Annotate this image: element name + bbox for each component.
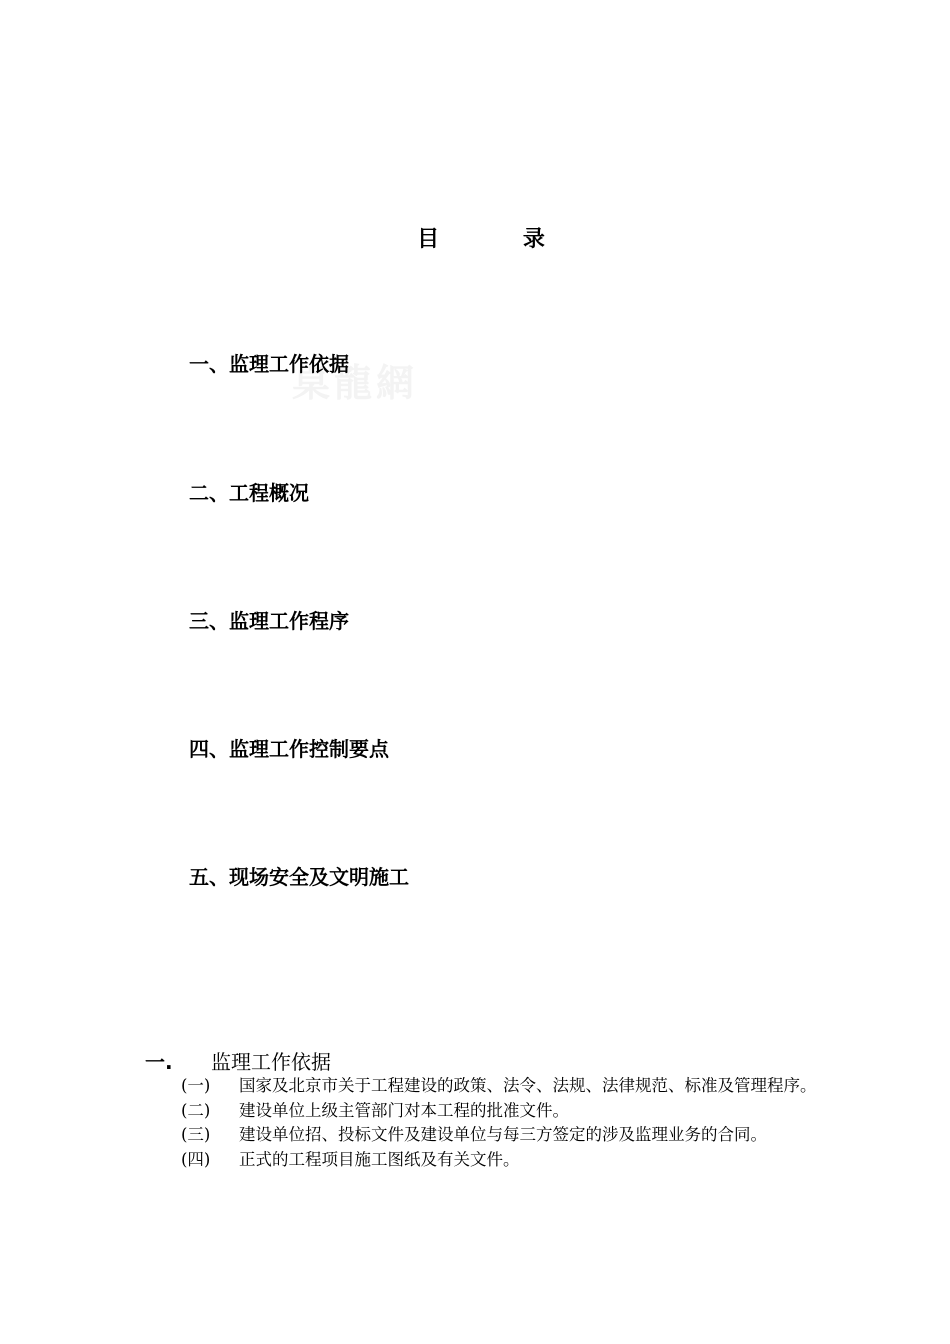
paragraph-text: 建设单位上级主管部门对本工程的批准文件。 <box>239 1100 569 1120</box>
paragraph-marker: (四) <box>181 1149 211 1169</box>
paragraph-marker: (三) <box>181 1125 211 1144</box>
section-body <box>145 1074 845 1172</box>
toc-item-procedure: 三、监理工作程序 <box>189 609 349 633</box>
basis-paragraph <box>145 1148 845 1173</box>
watermark: 桌龍網 <box>292 360 419 405</box>
section-title: 监理工作依据 <box>211 1050 331 1074</box>
toc-item-safety: 五、现场安全及文明施工 <box>189 865 409 889</box>
paragraph-marker: (二) <box>181 1100 211 1120</box>
section-heading <box>145 1046 331 1075</box>
section-number: 一. <box>145 1050 173 1074</box>
toc-title: 目 录 <box>417 227 583 252</box>
paragraph-marker: (一) <box>181 1076 211 1095</box>
paragraph-text: 建设单位招、投标文件及建设单位与每三方签定的涉及监理业务的合同。 <box>239 1125 767 1144</box>
paragraph-text: 国家及北京市关于工程建设的政策、法令、法规、法律规范、标准及管理程序。 <box>239 1076 817 1095</box>
basis-paragraph <box>145 1074 845 1099</box>
toc-item-overview: 二、工程概况 <box>189 481 309 505</box>
paragraph-text: 正式的工程项目施工图纸及有关文件。 <box>239 1149 520 1169</box>
basis-paragraph <box>145 1123 845 1148</box>
toc-item-basis: 一、监理工作依据 <box>189 352 349 376</box>
basis-paragraph <box>145 1099 845 1124</box>
toc-item-control-points: 四、监理工作控制要点 <box>189 737 389 761</box>
